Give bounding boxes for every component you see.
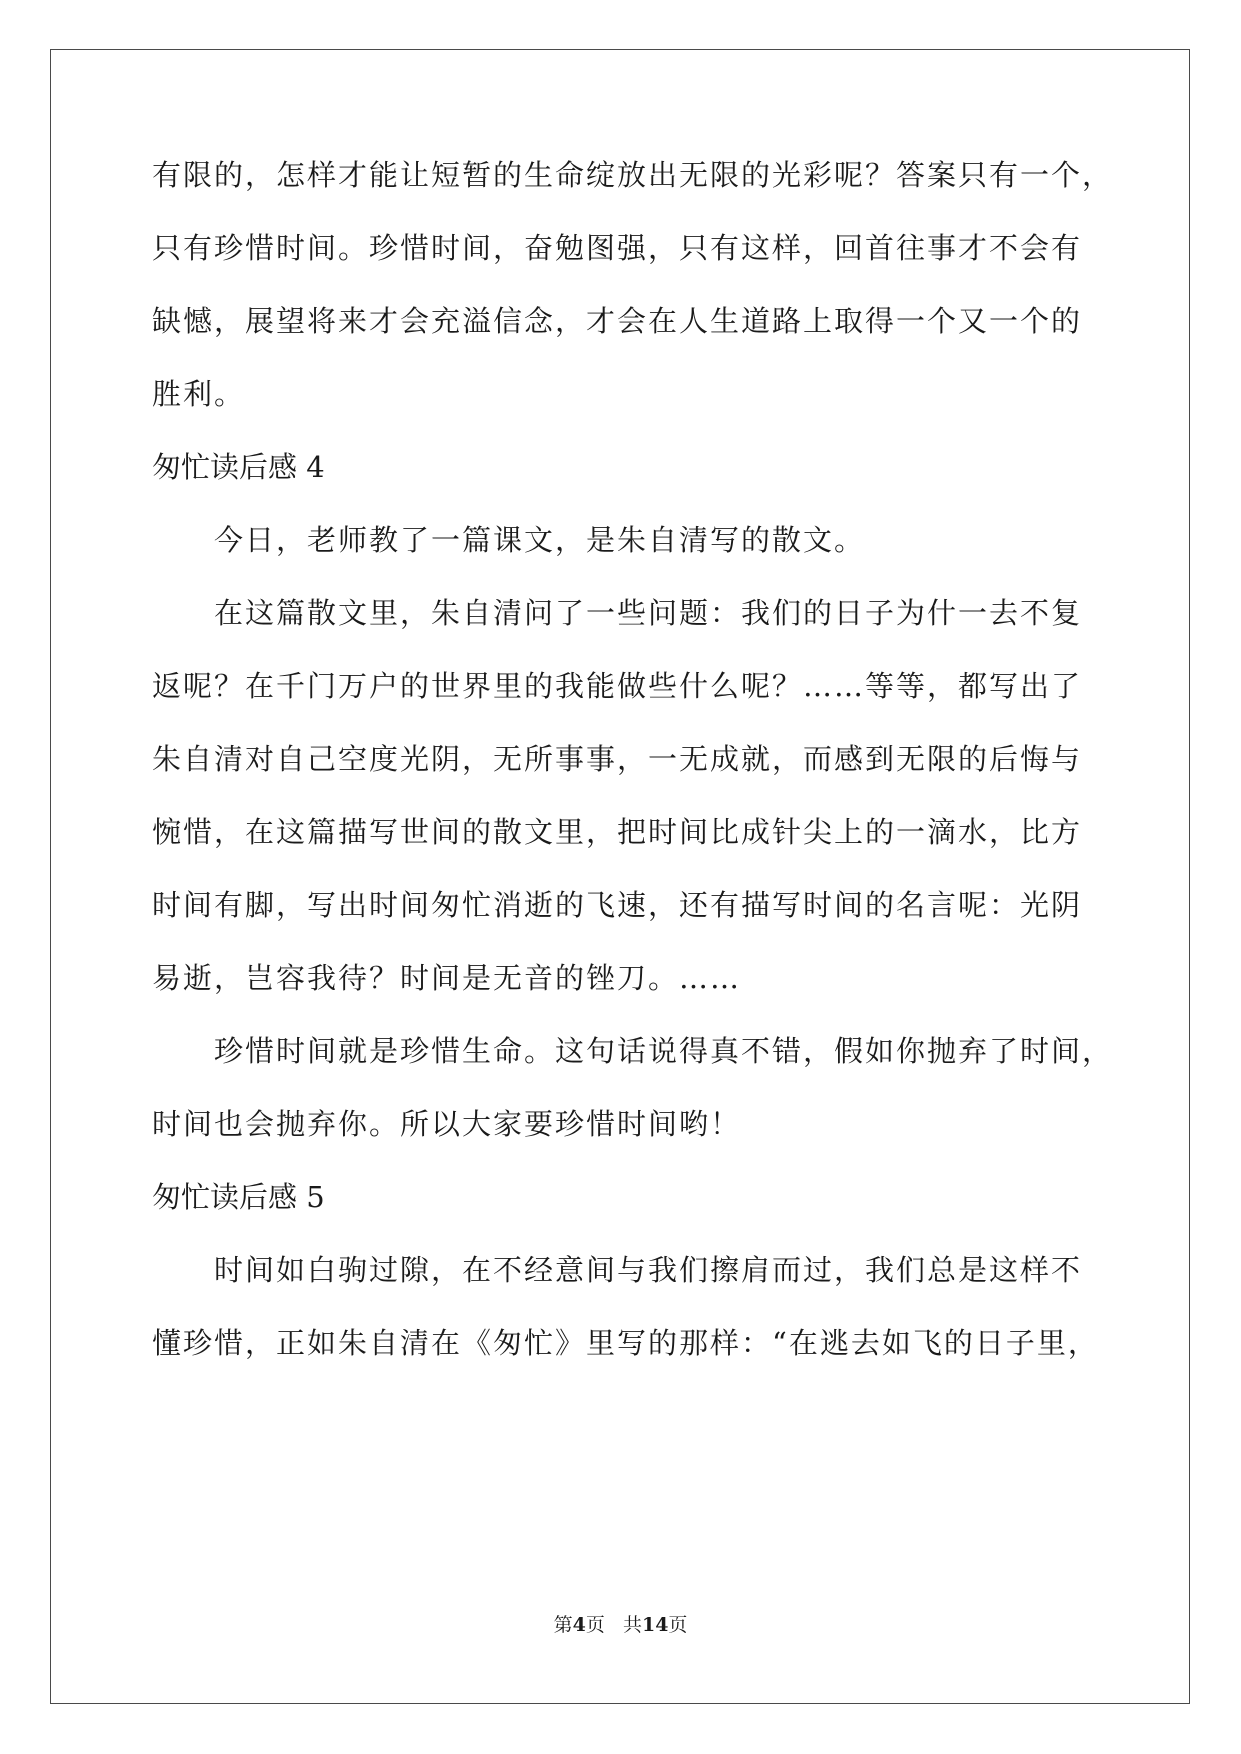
footer-prefix: 第: [553, 1614, 573, 1636]
body-line: 朱自清对自己空度光阴，无所事事，一无成就，而感到无限的后悔与: [152, 742, 1083, 776]
body-line: 懂珍惜，正如朱自清在《匆忙》里写的那样：“在逃去如飞的日子里，: [152, 1326, 1099, 1360]
body-line: 返呢？在千门万户的世界里的我能做些什么呢？……等等，都写出了: [152, 669, 1083, 703]
page-border: [50, 49, 1190, 1704]
body-line: 时间有脚，写出时间匆忙消逝的飞速，还有描写时间的名言呢：光阴: [152, 888, 1083, 922]
paragraph-start: 今日，老师教了一篇课文，是朱自清写的散文。: [214, 523, 866, 557]
section-heading: 匆忙读后感 4: [152, 450, 325, 484]
paragraph-start: 珍惜时间就是珍惜生命。这句话说得真不错，假如你抛弃了时间，: [214, 1034, 1114, 1068]
page-footer: [0, 1613, 1241, 1637]
total-pages-number: 14: [641, 1614, 669, 1636]
body-line: 易逝，岂容我待？时间是无音的锉刀。……: [152, 961, 742, 995]
body-line: 只有珍惜时间。珍惜时间，奋勉图强，只有这样，回首往事才不会有: [152, 231, 1083, 265]
body-line: 惋惜，在这篇描写世间的散文里，把时间比成针尖上的一滴水，比方: [152, 815, 1083, 849]
body-line: 缺憾，展望将来才会充溢信念，才会在人生道路上取得一个又一个的: [152, 304, 1083, 338]
current-page-number: 4: [572, 1614, 586, 1636]
body-line: 胜利。: [152, 377, 246, 411]
footer-total-suffix: 页: [668, 1614, 688, 1636]
body-line: 时间也会抛弃你。所以大家要珍惜时间哟！: [152, 1107, 742, 1141]
paragraph-start: 在这篇散文里，朱自清问了一些问题：我们的日子为什一去不复: [214, 596, 1083, 630]
section-heading: 匆忙读后感 5: [152, 1180, 325, 1214]
paragraph-start: 时间如白驹过隙，在不经意间与我们擦肩而过，我们总是这样不: [214, 1253, 1083, 1287]
footer-total-prefix: 共: [622, 1614, 642, 1636]
footer-page-word: 页: [585, 1614, 605, 1636]
body-line: 有限的，怎样才能让短暂的生命绽放出无限的光彩呢？答案只有一个，: [152, 158, 1114, 192]
